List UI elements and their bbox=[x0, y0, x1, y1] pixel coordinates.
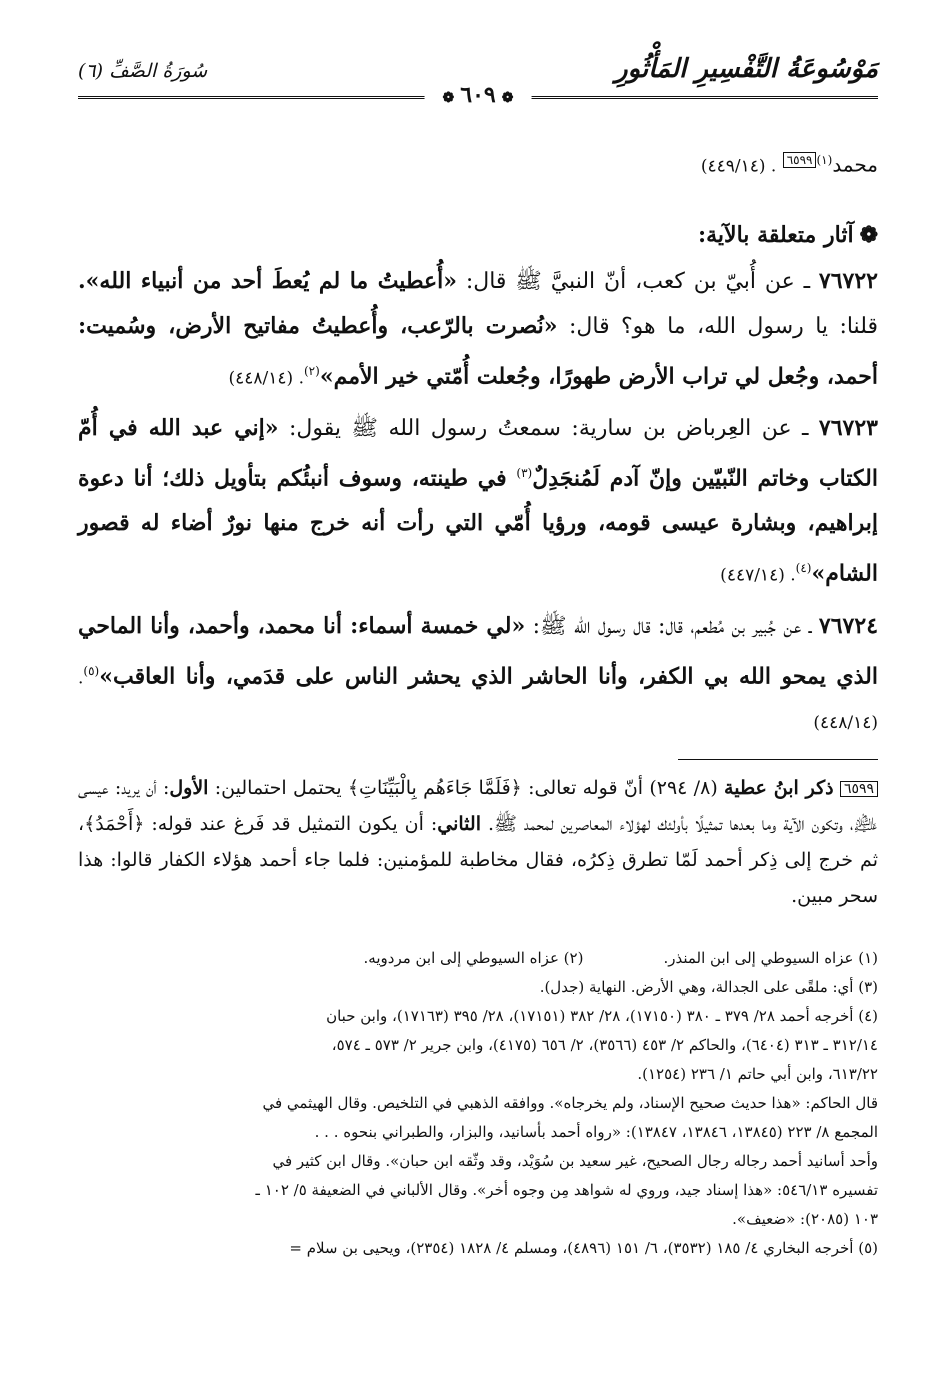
note-part: (٨/ ٢٩٤) أنّ قوله تعالى: ﴿فَلَمَّا جَاءَهُم بِالْبَيِّنَاتِ﴾ يحتمل احتمالين: bbox=[208, 776, 725, 799]
hadith-entry bbox=[78, 604, 878, 745]
commentary-ref-box: ٦٥٩٩ bbox=[783, 152, 817, 168]
footnote-2: (٢) عزاه السيوطي إلى ابن مردويه. bbox=[363, 948, 584, 967]
hadith-quote: في طينته، وسوف أنبئُكم بتأويل ذلك؛ أنا دعوة إبراهيم، وبشارة عيسى قومه، ورؤيا أُمّي التي رأت أنه خرج منها نورٌ أضاء له قصور الشام» bbox=[78, 465, 878, 587]
note-label-first: الأول bbox=[169, 776, 209, 799]
page-number-value: ٦٠٩ bbox=[460, 82, 496, 108]
footnote-marker: (٤) bbox=[795, 561, 812, 576]
commentary-note bbox=[78, 770, 878, 914]
commentary-divider bbox=[678, 759, 878, 760]
section-title bbox=[78, 217, 878, 253]
footnote-4-line: وأحد أسانيد أحمد رجاله رجال الصحيح، غير سعيد بن سُوَيْد، وقد وثّقه ابن حبان». وقال ابن كثير في bbox=[272, 1151, 878, 1170]
hadith-quote: «أُعطيتُ ما لم يُعطَ أحد من أنبياء الله». bbox=[78, 267, 457, 294]
surah-title: سُورَةُ الصَّفِّ (٦) bbox=[78, 60, 208, 82]
footnote-row bbox=[78, 944, 878, 973]
footnote-marker: (٥) bbox=[83, 663, 100, 678]
page-number bbox=[425, 82, 532, 108]
footnote-4-line: تفسيره ٥٤٦/١٣: «هذا إسناد جيد، وروي له شواهد مِن وجوه أخر». وقال الألباني في الضعيفة ٥/ ١٠٢ ـ bbox=[255, 1180, 878, 1199]
source-ref: . (٤٤٨/١٤) bbox=[228, 367, 304, 388]
hadith-number: ٧٦٧٢٢ bbox=[818, 267, 878, 294]
footnote-4-line: ٣١٢/١٤ ـ ٣١٣ (٦٤٠٤)، والحاكم ٢/ ٤٥٣ (٣٥٦٦)، ٢/ ٦٥٦ (٤١٧٥)، وابن جرير ٢/ ٥٧٣ ـ ٥٧٤، bbox=[331, 1035, 878, 1054]
page bbox=[78, 50, 878, 1263]
note-part: : أن يريد: عيسى ﵇، وتكون الآية وما بعدها تمثيلًا بأولئك لهؤلاء المعاصرين لمحمد ﷺ. bbox=[78, 776, 878, 835]
footnotes bbox=[78, 936, 878, 1263]
flower-icon: ❁ bbox=[859, 221, 878, 248]
commentary-ref-box: ٦٥٩٩ bbox=[840, 781, 878, 797]
hadith-intro: ـ عن جُبير بن مُطعم، قال: قال رسول الله ﷺ: bbox=[525, 613, 819, 639]
source-ref: . (٤٤٩/١٤) bbox=[700, 156, 777, 177]
footnote-4-line: ٦١٣/٢٢، وابن أبي حاتم ١/ ٢٣٦ (١٢٥٤). bbox=[637, 1064, 878, 1083]
footnote-5: (٥) أخرجه البخاري ٤/ ١٨٥ (٣٥٣٢)، ٦/ ١٥١ (٤٨٩٦)، ومسلم ٤/ ١٨٢٨ (٢٣٥٤)، ويحيى بن سلام = bbox=[289, 1238, 878, 1257]
footnote-marker: (٣) bbox=[516, 465, 533, 480]
footnote-marker: (١) bbox=[816, 153, 833, 167]
ornament-icon: ❁ bbox=[501, 90, 514, 106]
footnote-4-line: المجمع ٨/ ٢٢٣ (١٣٨٤٥، ١٣٨٤٦، ١٣٨٤٧): «رواه أحمد بأسانيد، والبزار، والطبراني بنحوه . . . bbox=[314, 1122, 878, 1141]
hadith-entry bbox=[78, 406, 878, 598]
footnote-3: (٣) أي: ملقًى على الجدالة، وهي الأرض. النهاية (جدل). bbox=[539, 977, 878, 996]
note-label-second: الثاني bbox=[437, 812, 481, 835]
source-ref: . (٤٤٨/١٤) bbox=[78, 667, 878, 733]
carry-text: محمد bbox=[832, 152, 878, 177]
carryover-line bbox=[78, 140, 878, 187]
footnote-marker: (٢) bbox=[303, 363, 320, 378]
note-part: : أن يكون التمثيل قد فَرغ عند قوله: ﴿أَحْمَدُ﴾، ثم خرج إلى ذِكر أحمد لَمّا تطرق ذِكرُه، فقال مخاطبة للمؤمنين: فلما جاء أحمد هؤلاء الكفار قالوا: هذا سحر مبين. bbox=[78, 812, 878, 907]
hadith-mid: قلنا: يا رسول الله، ما هو؟ قال: bbox=[557, 313, 878, 339]
page-header bbox=[78, 50, 878, 112]
ornament-icon: ❁ bbox=[442, 90, 455, 106]
footnote-1: (١) عزاه السيوطي إلى ابن المنذر. bbox=[663, 948, 878, 967]
hadith-entry bbox=[78, 259, 878, 400]
section-title-text: آثار متعلقة بالآية: bbox=[698, 221, 854, 248]
hadith-number: ٧٦٧٢٣ bbox=[818, 414, 878, 441]
note-intro: ذكر ابنُ عطية bbox=[724, 776, 834, 799]
footnote-4-line: قال الحاكم: «هذا حديث صحيح الإسناد، ولم يخرجاه». ووافقه الذهبي في التلخيص. وقال الهيثمي في bbox=[262, 1093, 878, 1112]
book-title: مَوْسُوعَةُ التَّفْسِيرِ المَأْثُورِ bbox=[615, 54, 878, 84]
footnote-4-line: ١٠٣ (٢٠٨٥): «ضعيف». bbox=[732, 1209, 878, 1228]
hadith-quote: «إني عبد الله في أُمّ الكتاب وخاتم النّبيّين وإنّ آدم لَمُنجَدِلٌ bbox=[78, 414, 878, 492]
hadith-quote: «نُصرت بالرّعب، وأُعطيتُ مفاتيح الأرض، وسُميت: أحمد، وجُعل لي تراب الأرض طهورًا، وجُعلت أُمّتي خير الأمم» bbox=[78, 312, 878, 389]
hadith-number: ٧٦٧٢٤ bbox=[818, 612, 879, 639]
hadith-quote: «لي خمسة أسماء: أنا محمد، وأحمد، وأنا الماحي الذي يمحو الله بي الكفر، وأنا الحاشر الذي يحشر الناس على قدَمي، وأنا العاقب» bbox=[78, 612, 878, 689]
footnote-4-line: (٤) أخرجه أحمد ٢٨/ ٣٧٩ ـ ٣٨٠ (١٧١٥٠)، ٢٨/ ٣٨٢ (١٧١٥١)، ٢٨/ ٣٩٥ (١٧١٦٣)، وابن حبان bbox=[326, 1006, 878, 1025]
source-ref: . (٤٤٧/١٤) bbox=[720, 565, 796, 586]
hadith-intro: ـ عن أُبيّ بن كعب، أنّ النبيَّ ﷺ قال: bbox=[456, 268, 819, 294]
hadith-intro: ـ عن العِرباض بن سارية: سمعتُ رسول الله ﷺ يقول: bbox=[278, 415, 819, 441]
